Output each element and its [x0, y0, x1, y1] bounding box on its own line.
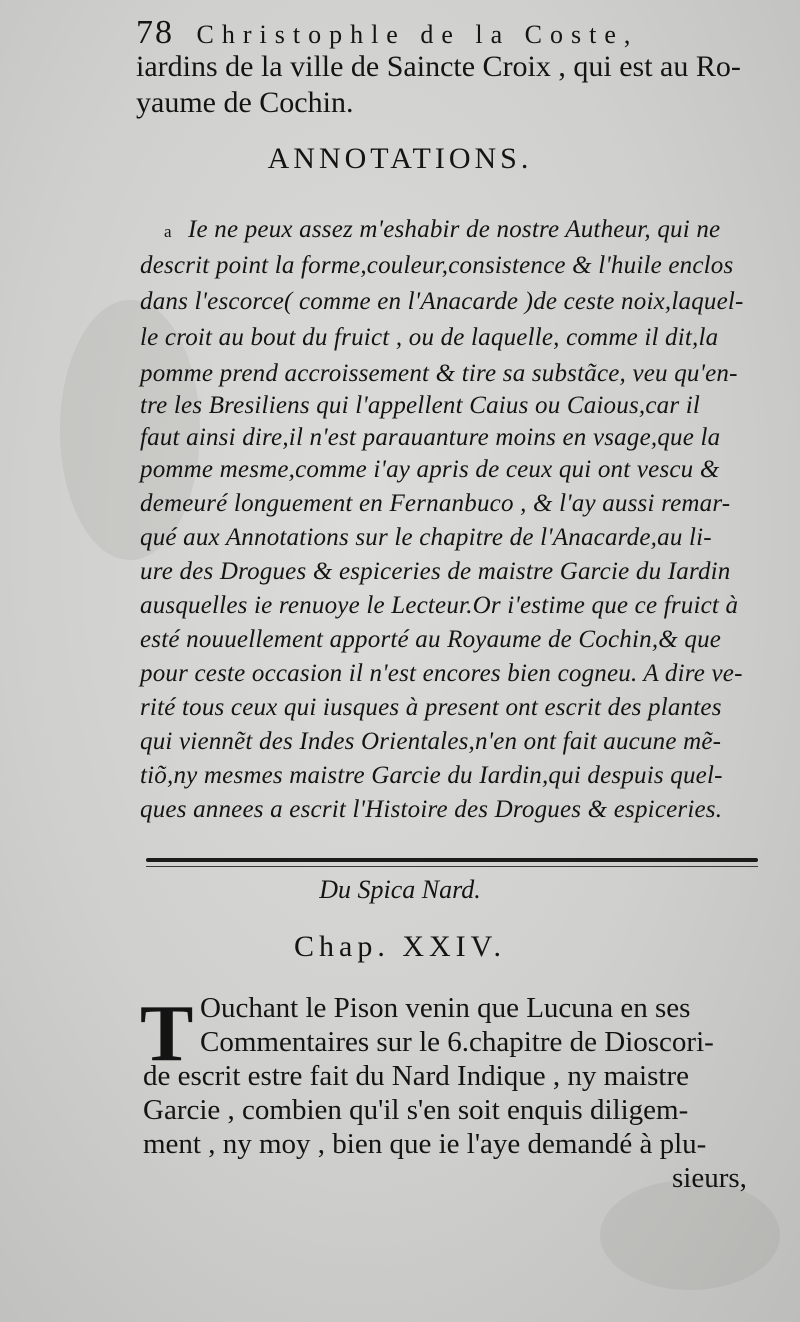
body-line: ment , ny moy , bien que ie l'aye demandé à plu- — [143, 1128, 707, 1160]
body-line: Garcie , combien qu'il s'en soit enquis diligem- — [143, 1094, 689, 1126]
annotation-line: demeuré longuement en Fernanbuco , & l'ay aussi remar- — [140, 490, 731, 517]
note-marker: a — [164, 222, 172, 241]
annotation-line: descrit point la forme,couleur,consistence & l'huile enclos — [140, 252, 734, 279]
body-line: Ouchant le Pison venin que Lucuna en ses — [200, 992, 691, 1024]
running-title: Christophle de la Coste, — [196, 20, 639, 49]
annotations-heading: ANNOTATIONS. — [267, 142, 533, 175]
annotation-line: pomme mesme,comme i'ay apris de ceux qui ont vescu & — [140, 456, 720, 483]
annotation-line: esté nouuellement apporté au Royaume de Cochin,& que — [140, 626, 722, 653]
annotation-line: qui viennẽt des Indes Orientales,n'en ont fait aucune mẽ- — [140, 728, 722, 755]
paper-stain — [600, 1180, 780, 1290]
annotation-line: dans l'escorce( comme en l'Anacarde )de ceste noix,laquel- — [140, 288, 744, 315]
section-rule — [146, 858, 758, 862]
page-number: 78 — [136, 14, 174, 51]
body-line: sieurs, — [672, 1162, 747, 1194]
annotation-line: rité tous ceux qui iusques à present ont escrit des plantes — [140, 694, 722, 721]
annotation-line: tre les Bresiliens qui l'appellent Caius ou Caious,car il — [140, 392, 701, 419]
drop-capital: T — [140, 990, 194, 1078]
chapter-heading: Chap. XXIV. — [294, 930, 506, 963]
annotation-line: Ie ne peux assez m'eshabir de nostre Autheur, qui ne — [188, 216, 721, 243]
annotation-line: pomme prend accroissement & tire sa substãce, veu qu'en- — [140, 360, 738, 387]
annotation-line: faut ainsi dire,il n'est parauanture moins en vsage,que la — [140, 424, 721, 451]
annotation-line: ausquelles ie renuoye le Lecteur.Or i'estime que ce fruict à — [140, 592, 739, 619]
body-line: de escrit estre fait du Nard Indique , ny maistre — [143, 1060, 689, 1092]
section-rule-thin — [146, 866, 758, 867]
continuation-line: iardins de la ville de Saincte Croix , qui est au Ro- — [136, 50, 741, 83]
body-line: Commentaires sur le 6.chapitre de Dioscori- — [200, 1026, 714, 1058]
annotation-line: ure des Drogues & espiceries de maistre Garcie du Iardin — [140, 558, 731, 585]
annotation-line: qué aux Annotations sur le chapitre de l'Anacarde,au li- — [140, 524, 712, 551]
annotation-line: ques annees a escrit l'Histoire des Drogues & espiceries. — [140, 796, 723, 823]
running-header — [136, 14, 736, 54]
annotation-line: tiõ,ny mesmes maistre Garcie du Iardin,qui despuis quel- — [140, 762, 723, 789]
annotation-line: pour ceste occasion il n'est encores bien cogneu. A dire ve- — [140, 660, 743, 687]
continuation-line: yaume de Cochin. — [136, 86, 354, 119]
annotation-line: le croit au bout du fruict , ou de laquelle, comme il dit,la — [140, 324, 719, 351]
section-subtitle: Du Spica Nard. — [319, 875, 481, 904]
